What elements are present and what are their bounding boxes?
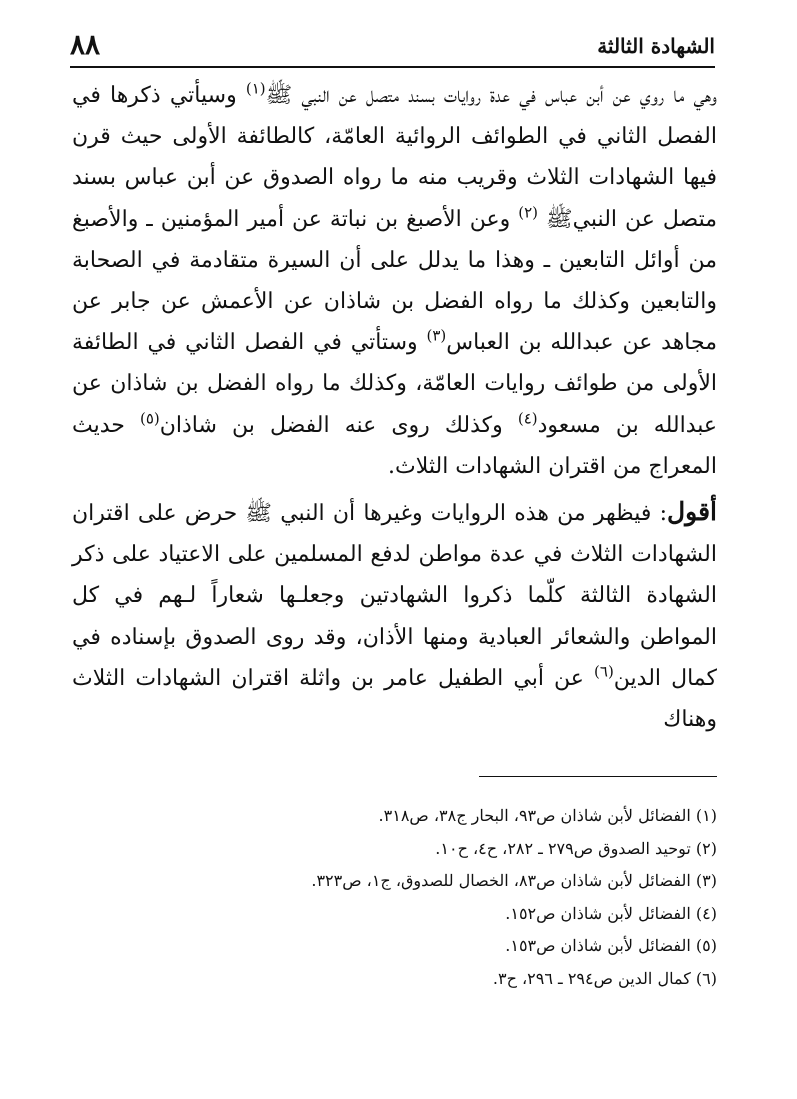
footnote-5: (٥) الفضائل لأبن شاذان ص١٥٣. [505,936,717,955]
text-segment: : فيظهر من هذه الروايات وغيرها أن النبي ﷺ حرض على اقتران الشهادات الثلاث في عدة مواطن لدفع المسلمين على الاعتياد على ذكر الشهادة الثالثة كلّما ذكروا الشهادتين وجعلـها شعاراً لـهم في كل المواطن والشعائر العبادية ومنها الأذان، وقد روى الصدوق بإسناده في كمال الدين [72,501,718,691]
text-segment: وكذلك روى عنه الفضل بن شاذان [159,412,518,438]
footnote-ref-6: (٦) [594,662,614,681]
footnote-6: (٦) كمال الدين ص٢٩٤ ـ ٢٩٦، ح٣. [492,968,717,988]
text-segment: وهي ما روي عن أبن عباس في عدة روايات بسند متصل عن النبي ﷺ [265,83,717,108]
footnote-ref-4: (٤) [517,409,538,428]
footnote-separator [479,776,717,777]
main-text [72,75,717,740]
text-segment: وسيأتي ذكرها في الفصل الثاني في الطوائف الروائية العامّة، كالطائفة الأولى حيث قرن فيها الشهادات الثلاث وقريب منه ما رواه الصدوق عن أبن عباس بسند متصل عن النبيﷺ [72,83,718,232]
text-segment: وعن الأصبغ بن نباتة عن أمير المؤمنين ـ والأصبغ من أوائل التابعين ـ وهذا ما يدلل على أن السيرة متقادمة في الصحابة والتابعين وكذلك ما رواه الفضل بن شاذان عن الأعمش عن جابر عن مجاهد عن عبدالله بن العباس [72,206,717,356]
footnote-2: (٢) توحيد الصدوق ص٢٧٩ ـ ٢٨٢، ح٤، ح١٠. [435,838,717,858]
footnote-ref-3: (٣) [426,326,447,345]
footnote-3: (٣) الفضائل لأبن شاذان ص٨٣، الخصال للصدوق، ج١، ص٣٢٣. [311,871,717,890]
page-number: ٨٨ [70,28,101,61]
footnote-ref-2: (٢) [518,203,539,222]
page-header [70,26,715,68]
running-title: الشهادة الثالثة [597,34,715,58]
footnote-1: (١) الفضائل لأبن شاذان ص٩٣، البحار ج٣٨، ص٣١٨. [378,806,717,825]
footnote-ref-5: (٥) [139,409,160,428]
text-segment: عن أبي الطفيل عامر بن واثلة اقتران الشهادات الثلاث وهناك [72,665,717,733]
footnote-ref-1: (١) [245,79,266,98]
paragraph-1 [72,75,717,487]
lead-word: أقول [667,497,717,527]
text-segment: حديث المعراج من اقتران الشهادات الثلاث. [72,412,717,479]
text-segment: وستأتي في الفصل الثاني في الطائفة الأولى من طوائف روايات العامّة، وكذلك ما رواه الفضل بن شاذان عن عبدالله بن مسعود [72,330,718,438]
footnotes-list [72,800,717,995]
paragraph-2 [72,491,717,740]
footnote-4: (٤) الفضائل لأبن شاذان ص١٥٢. [505,903,717,923]
